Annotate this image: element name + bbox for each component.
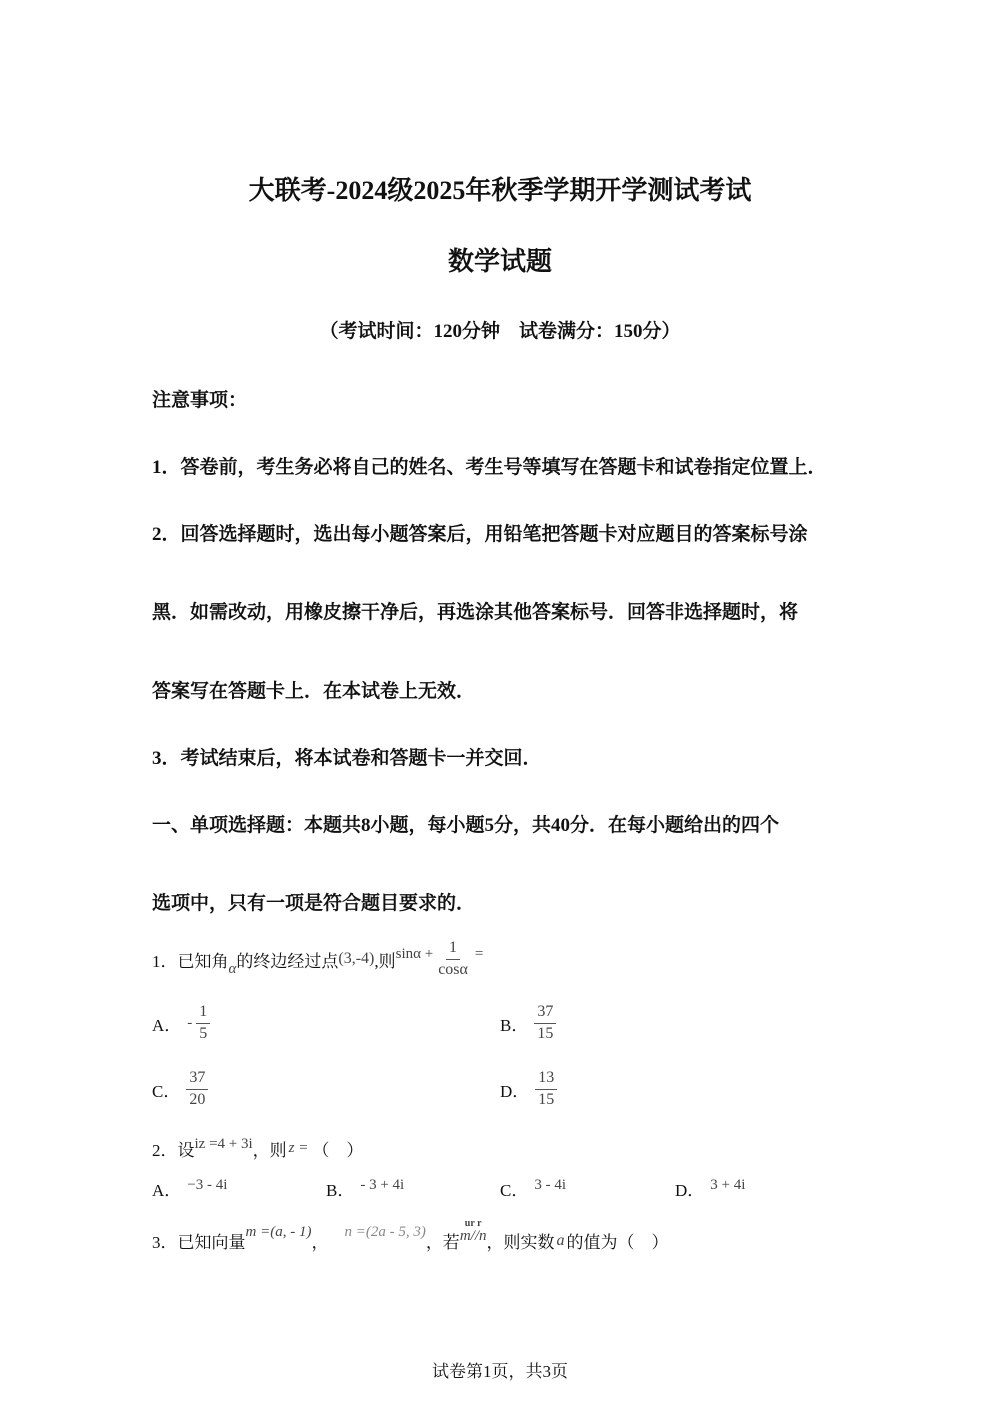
- q1-equals: =: [474, 945, 484, 962]
- option-denominator: 15: [538, 1090, 555, 1108]
- option-label: B．: [500, 1015, 529, 1035]
- q3-vector-n: n =(2a - 5, 3): [344, 1224, 426, 1240]
- option-sign: -: [187, 1014, 193, 1031]
- option-fraction: [186, 1070, 208, 1109]
- q2-option-c: [500, 1176, 566, 1201]
- q3-parallel-condition: m//n: [459, 1228, 487, 1244]
- q2-paren: （ ）: [312, 1141, 364, 1160]
- exam-subtitle: 数学试题: [447, 247, 552, 276]
- q1-option-a: [152, 1004, 210, 1043]
- section-heading-line-2: 选项中，只有一项是符合题目要求的．: [152, 893, 476, 914]
- option-denominator: 5: [199, 1024, 208, 1042]
- option-fraction: [534, 1004, 556, 1043]
- option-label: C．: [500, 1181, 529, 1200]
- option-value: 3 + 4i: [710, 1177, 746, 1193]
- section-heading-line-1: 一、单项选择题：本题共8小题，每小题5分，共40分．在每小题给出的四个: [152, 815, 780, 836]
- q1-fraction: [435, 940, 471, 979]
- q1-text: 的终边经过点: [236, 951, 339, 971]
- q3-condition: [460, 1220, 487, 1245]
- option-numerator: 37: [534, 1004, 556, 1024]
- q3-text: ，则实数: [486, 1233, 555, 1252]
- q3-prefix: 3．已知向量: [152, 1233, 246, 1252]
- q1-option-c: [152, 1070, 208, 1109]
- option-numerator: 13: [535, 1070, 557, 1090]
- page-footer: 试卷第1页，共3页: [432, 1362, 568, 1381]
- option-label: A．: [152, 1181, 182, 1200]
- q3-text-end: 的值为（ ）: [566, 1233, 669, 1252]
- q2-equation: iz =4 + 3i: [194, 1136, 253, 1152]
- q1-fraction-denominator: cosα: [438, 960, 468, 978]
- q2-prefix: 2．设: [152, 1141, 195, 1160]
- option-fraction: [196, 1004, 210, 1043]
- q2-option-b: [326, 1176, 404, 1201]
- q1-prefix: 1．已知角: [152, 951, 229, 971]
- question-1: [152, 940, 483, 979]
- question-2: [152, 1136, 363, 1161]
- q3-comma: ，: [311, 1233, 329, 1252]
- option-label: C．: [152, 1081, 181, 1101]
- q1-alpha: α: [228, 960, 237, 977]
- note-item-2-line-2: 黑．如需改动，用橡皮擦干净后，再选涂其他答案标号．回答非选择题时，将: [152, 602, 799, 623]
- q1-text-then: ,则: [374, 951, 396, 971]
- q3-variable-a: a: [556, 1231, 565, 1249]
- q2-text: ，则: [252, 1141, 287, 1160]
- note-item-1: 1．答卷前，考生务必将自己的姓名、考生号等填写在答题卡和试卷指定位置上．: [152, 457, 827, 478]
- q1-option-d: [500, 1070, 557, 1109]
- q1-option-b: [500, 1004, 556, 1043]
- q2-option-d: [675, 1176, 745, 1201]
- option-value: - 3 + 4i: [360, 1177, 405, 1193]
- notes-heading: 注意事项：: [152, 390, 248, 411]
- q1-point: (3,-4): [338, 950, 375, 968]
- exam-info: （考试时间：120分钟 试卷满分：150分）: [319, 321, 681, 342]
- q2-option-a: [152, 1176, 227, 1201]
- note-item-3: 3．考试结束后，将本试卷和答题卡一并交回．: [152, 748, 542, 769]
- option-denominator: 20: [189, 1090, 206, 1108]
- q1-fraction-numerator: 1: [446, 940, 460, 960]
- q3-vector-m: m =(a, - 1): [245, 1224, 312, 1240]
- q2-z: z =: [288, 1140, 309, 1156]
- option-label: D．: [500, 1081, 530, 1101]
- option-label: D．: [675, 1181, 705, 1200]
- note-item-2-line-1: 2．回答选择题时，选出每小题答案后，用铅笔把答题卡对应题目的答案标号涂: [152, 524, 808, 545]
- option-numerator: 1: [196, 1004, 210, 1024]
- option-label: B．: [326, 1181, 355, 1200]
- option-label: A．: [152, 1015, 182, 1035]
- option-value: 3 - 4i: [534, 1177, 567, 1193]
- option-value: −3 - 4i: [187, 1177, 228, 1193]
- option-fraction: [535, 1070, 557, 1109]
- option-numerator: 37: [186, 1070, 208, 1090]
- note-item-2-line-3: 答案写在答题卡上．在本试卷上无效．: [152, 681, 476, 702]
- option-denominator: 15: [537, 1024, 554, 1042]
- q1-expression: sinα +: [395, 945, 434, 962]
- q3-vector-arrows: ur r: [464, 1218, 482, 1229]
- exam-title: 大联考-2024级2025年秋季学期开学测试考试: [248, 176, 752, 205]
- question-3: [152, 1218, 669, 1253]
- q3-text-if: ，若: [425, 1233, 460, 1252]
